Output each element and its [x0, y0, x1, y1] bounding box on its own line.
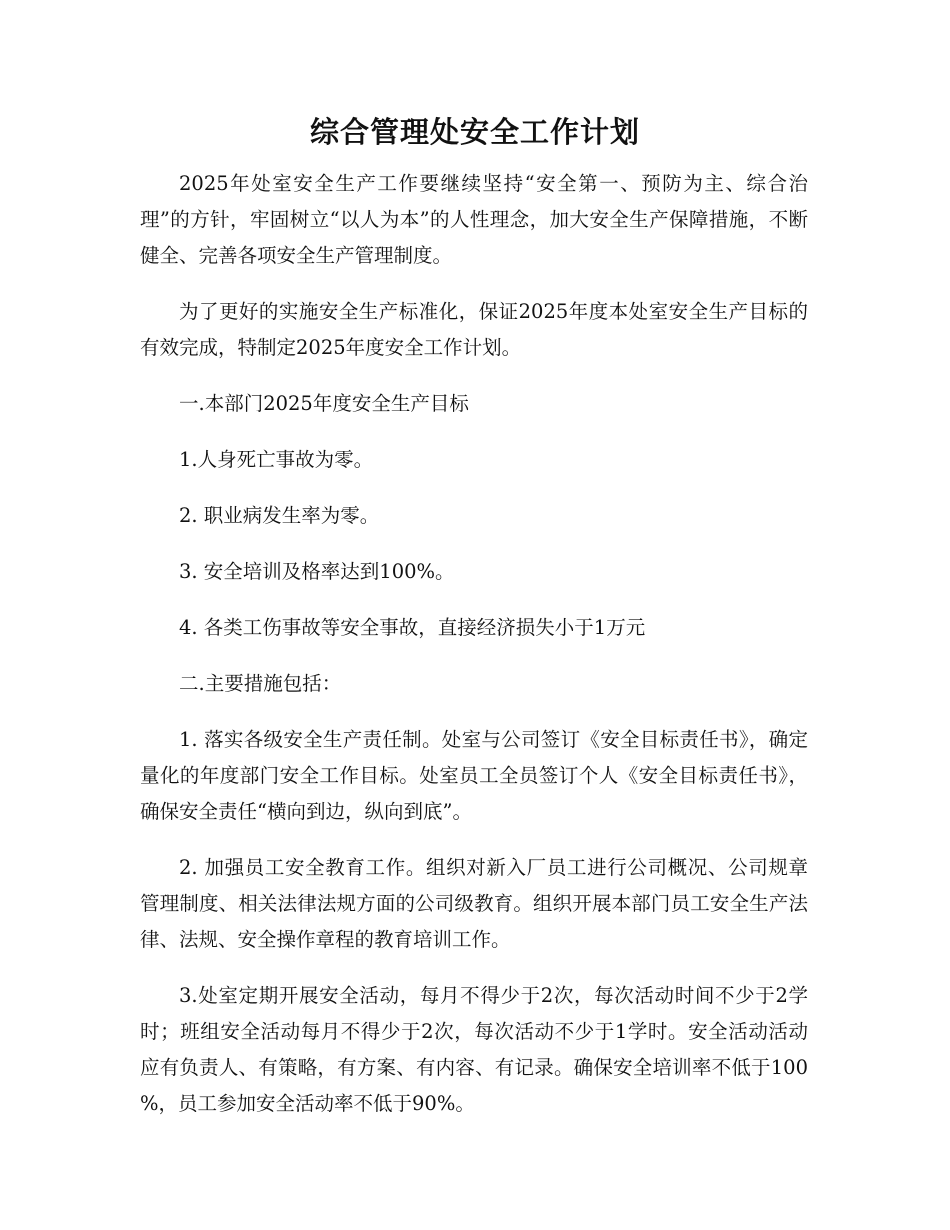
section-heading-goals: 一.本部门2025年度安全生产目标	[179, 392, 469, 415]
measure-item: 1. 落实各级安全生产责任制。处室与公司签订《安全目标责任书》，确定量化的年度部门安全工作目标。处室员工全员签订个人《安全目标责任书》，确保安全责任“横向到边，纵向到底”。	[140, 728, 808, 823]
goal-item: 2. 职业病发生率为零。	[179, 504, 380, 527]
document-body	[140, 166, 808, 1142]
goal-item: 3. 安全培训及格率达到100%。	[179, 560, 455, 583]
purpose-paragraph: 为了更好的实施安全生产标准化，保证2025年度本处室安全生产目标的有效完成，特制定2025年度安全工作计划。	[140, 300, 808, 359]
measure-item: 3.处室定期开展安全活动，每月不得少于2次，每次活动时间不少于2学时；班组安全活动每月不得少于2次，每次活动不少于1学时。安全活动活动应有负责人、有策略，有方案、有内容、有记录。确保安全培训率不低于100 %，员工参加安全活动率不低于90%。	[140, 984, 808, 1115]
section-heading-measures: 二.主要措施包括：	[179, 672, 342, 695]
intro-paragraph: 2025年处室安全生产工作要继续坚持“安全第一、预防为主、综合治理”的方针，牢固树立“以人为本”的人性理念，加大安全生产保障措施，不断健全、完善各项安全生产管理制度。	[140, 172, 808, 267]
goal-item: 1.人身死亡事故为零。	[179, 448, 374, 471]
measure-item: 2. 加强员工安全教育工作。组织对新入厂员工进行公司概况、公司规章管理制度、相关法律法规方面的公司级教育。组织开展本部门员工安全生产法律、法规、安全操作章程的教育培训工作。	[140, 856, 808, 951]
document-title: 综合管理处安全工作计划	[309, 115, 640, 149]
goal-item: 4. 各类工伤事故等安全事故，直接经济损失小于1万元	[179, 616, 646, 639]
